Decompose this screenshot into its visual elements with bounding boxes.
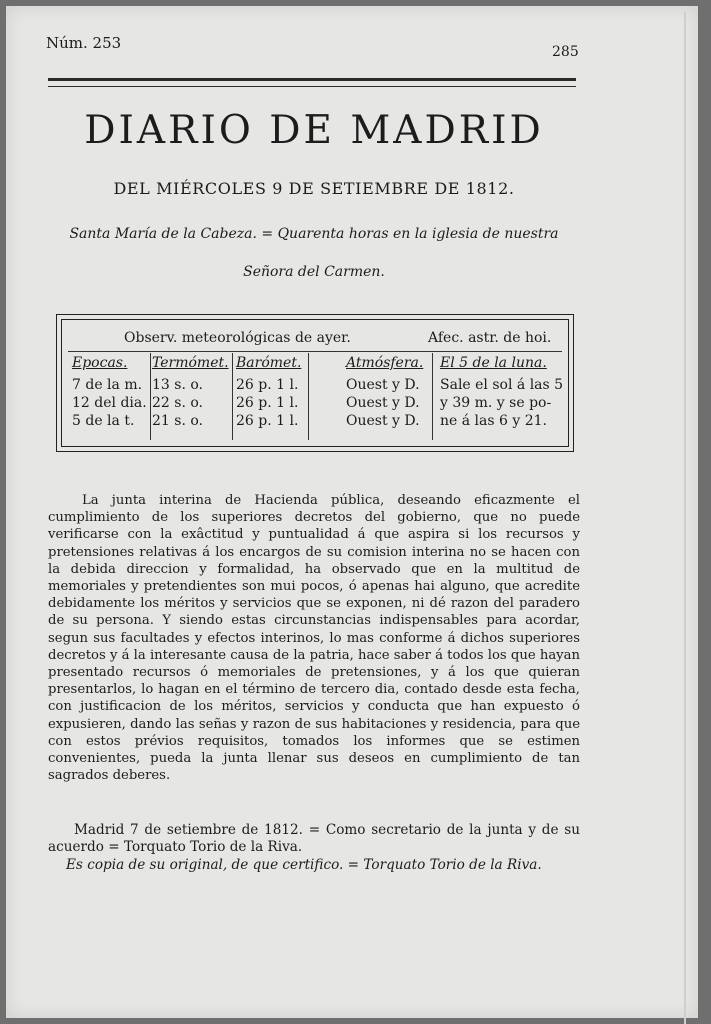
table-cell: 26 p. 1 l.: [236, 377, 299, 393]
weather-heading: Observ. meteorológicas de ayer.: [124, 330, 351, 346]
column-header: Epocas.: [72, 355, 128, 371]
table-cell: 5 de la t.: [72, 413, 135, 429]
table-cell: 13 s. o.: [152, 377, 203, 393]
article-body: [48, 492, 580, 784]
table-cell: 7 de la m.: [72, 377, 143, 393]
column-header: Barómet.: [236, 355, 302, 371]
column-epocas: [72, 354, 147, 430]
table-cell: 12 del dia.: [72, 395, 147, 411]
column-termometro: [152, 354, 229, 430]
header-rule-thin: [48, 86, 576, 87]
column-header: Atmósfera.: [346, 355, 424, 371]
issue-number: Núm. 253: [46, 34, 122, 52]
signature-line: Madrid 7 de setiembre de 1812. = Como secretario de la junta y de su acuerdo = Torquato Torio de la Riva.: [48, 822, 580, 856]
masthead-title: DIARIO DE MADRID: [84, 108, 544, 153]
table-cell: ne á las 6 y 21.: [440, 413, 547, 429]
saint-line-2: Señora del Carmen.: [243, 264, 385, 280]
column-luna: [440, 354, 563, 430]
column-divider: [432, 353, 433, 440]
table-cell: Ouest y D.: [346, 377, 420, 393]
table-cell: 22 s. o.: [152, 395, 203, 411]
dateline: DEL MIÉRCOLES 9 DE SETIEMBRE DE 1812.: [113, 179, 515, 198]
certification-line: Es copia de su original, de que certifico. = Torquato Torio de la Riva.: [66, 856, 542, 873]
table-cell: Ouest y D.: [346, 395, 420, 411]
weather-table-inner-border: [61, 319, 569, 447]
weather-heading-rule: [68, 351, 562, 352]
column-divider: [150, 353, 151, 440]
newspaper-page: [6, 6, 698, 1018]
column-barometro: [236, 354, 301, 430]
astro-heading: Afec. astr. de hoi.: [428, 330, 552, 346]
article-paragraph: La junta interina de Hacienda pública, deseando eficazmente el cumplimiento de los superiores decretos del gobierno, que no puede verificarse con la exâctitud y puntualidad á que aspira si los recursos y pretensiones relativas á los encargos de su comision interina no se hacen con la debida direccion y formalidad, ha observado que en la multitud de memoriales y pretendientes son mui pocos, ó apenas hai alguno, que acredite debidamente los méritos y servicios que se exponen, ni dé razon del paradero de su persona. Y siendo estas circunstancias indispensables para acordar, segun sus facultades y efectos interinos, lo mas conforme á dichos superiores decretos y á la interesante causa de la patria, hace saber á todos los que hayan presentado recursos ó memoriales de pretensiones, y á los que quieran presentarlos, lo hagan en el término de tercero dia, contado desde esta fecha, con justificacion de los méritos, servicios y conducta que han expuesto ó expusieren, dando las señas y razon de sus habitaciones y residencia, para que con estos prévios requisitos, tomados los informes que se estimen convenientes, pueda la junta llenar sus deseos en cumplimiento de tan sagrados deberes.: [48, 493, 580, 784]
weather-table: [56, 314, 574, 452]
page-number: 285: [552, 44, 579, 60]
table-cell: 26 p. 1 l.: [236, 413, 299, 429]
column-header: Termómet.: [152, 355, 229, 371]
table-cell: 26 p. 1 l.: [236, 395, 299, 411]
saint-line-1: Santa María de la Cabeza. = Quarenta horas en la iglesia de nuestra: [69, 226, 559, 242]
column-atmosfera: [326, 354, 423, 430]
column-divider: [308, 353, 309, 440]
table-cell: 21 s. o.: [152, 413, 203, 429]
column-header: El 5 de la luna.: [440, 355, 547, 371]
page-edge: [684, 12, 686, 1024]
article-signature-block: [48, 822, 580, 874]
table-cell: Ouest y D.: [346, 413, 420, 429]
table-cell: y 39 m. y se po-: [440, 395, 552, 411]
table-cell: Sale el sol á las 5: [440, 377, 564, 393]
column-divider: [232, 353, 233, 440]
header-rule-thick: [48, 78, 576, 81]
